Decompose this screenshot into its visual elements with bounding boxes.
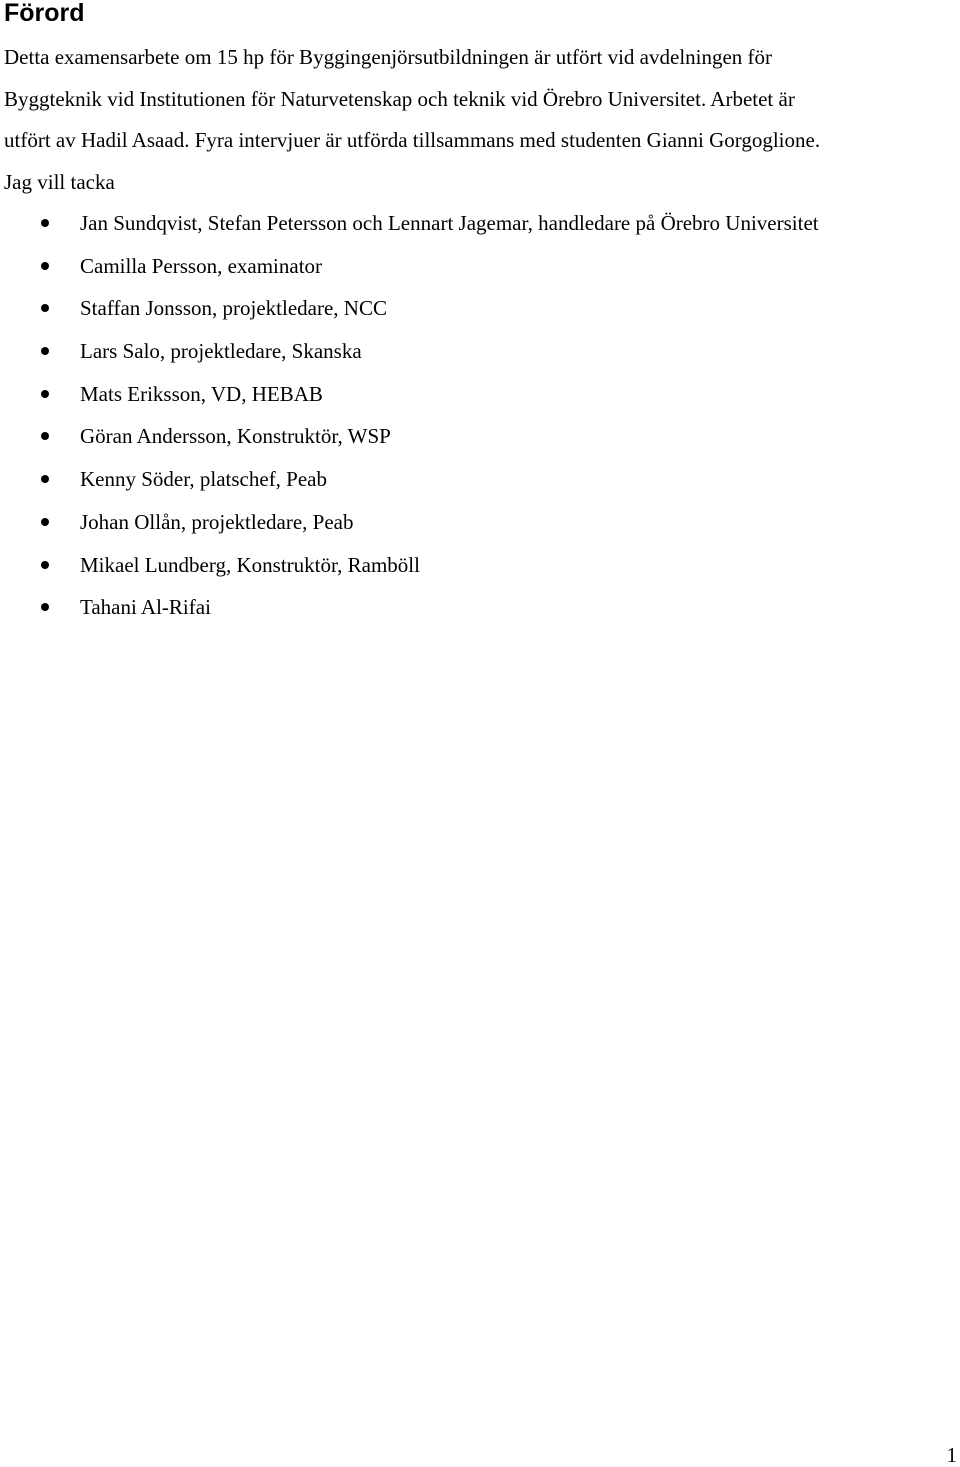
list-item-text: Mikael Lundberg, Konstruktör, Ramböll xyxy=(80,552,420,577)
list-item xyxy=(0,458,819,501)
bullet-icon xyxy=(41,603,49,611)
intro-paragraph xyxy=(4,37,949,203)
list-item-text: Lars Salo, projektledare, Skanska xyxy=(80,339,362,364)
list-item xyxy=(0,245,819,288)
bullet-icon xyxy=(41,561,49,569)
bullet-icon xyxy=(41,390,49,398)
intro-line: Byggteknik vid Institutionen för Naturvetenskap och teknik vid Örebro Universitet. Arbetet är xyxy=(4,86,795,111)
list-item xyxy=(0,287,819,330)
intro-line: Detta examensarbete om 15 hp för Byggingenjörsutbildningen är utfört vid avdelningen för xyxy=(4,45,773,69)
intro-line: utfört av Hadil Asaad. Fyra intervjuer är utförda tillsammans med studenten Gianni Gorgoglione. xyxy=(4,128,821,152)
bullet-icon xyxy=(41,347,49,355)
bullet-icon xyxy=(41,475,49,483)
page-title: Förord xyxy=(4,0,85,27)
bullet-icon xyxy=(41,262,49,270)
list-item-text: Johan Ollån, projektledare, Peab xyxy=(80,509,354,534)
list-item xyxy=(0,501,819,544)
list-item-text: Kenny Söder, platschef, Peab xyxy=(80,467,328,492)
list-item-text: Staffan Jonsson, projektledare, NCC xyxy=(80,296,387,321)
list-item xyxy=(0,330,819,373)
list-item-text: Göran Andersson, Konstruktör, WSP xyxy=(80,424,391,449)
list-item xyxy=(0,202,819,245)
list-item-text: Mats Eriksson, VD, HEBAB xyxy=(80,381,323,406)
bullet-icon xyxy=(41,304,49,312)
acknowledgement-list xyxy=(0,202,819,629)
bullet-icon xyxy=(41,518,49,526)
bullet-icon xyxy=(41,432,49,440)
list-item xyxy=(0,586,819,629)
list-item-text: Tahani Al-Rifai xyxy=(80,595,211,620)
list-item xyxy=(0,415,819,458)
list-item-text: Camilla Persson, examinator xyxy=(80,253,323,278)
list-item-text: Jan Sundqvist, Stefan Petersson och Lennart Jagemar, handledare på Örebro Universitet xyxy=(80,211,819,235)
bullet-icon xyxy=(41,219,49,227)
list-item xyxy=(0,373,819,416)
intro-line: Jag vill tacka xyxy=(4,169,115,194)
list-item xyxy=(0,544,819,587)
page-number: 1 xyxy=(946,1443,957,1467)
